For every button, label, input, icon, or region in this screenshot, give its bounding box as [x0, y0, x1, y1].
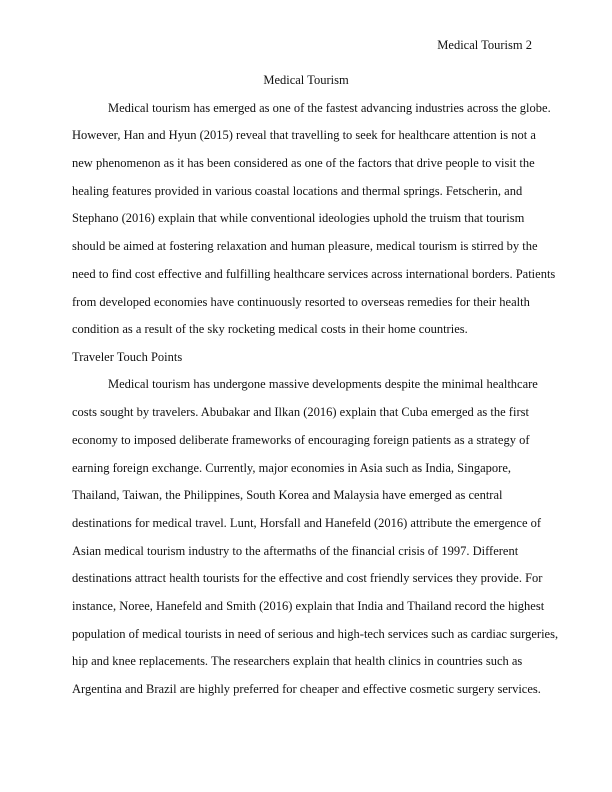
- paragraph-2-line: population of medical tourists in need of serious and high-tech services such as cardiac surgeries,: [72, 627, 559, 641]
- paragraph-1-line: However, Han and Hyun (2015) reveal that travelling to seek for healthcare attention is not a: [72, 128, 536, 142]
- paragraph-2-line: Thailand, Taiwan, the Philippines, South Korea and Malaysia have emerged as central: [72, 488, 503, 502]
- paragraph-2-line: instance, Noree, Hanefeld and Smith (2016) explain that India and Thailand record the highest: [72, 599, 545, 613]
- paragraph-2-line: economy to imposed deliberate frameworks of encouraging foreign patients as a strategy of: [72, 433, 530, 447]
- paragraph-2-line: costs sought by travelers. Abubakar and Ilkan (2016) explain that Cuba emerged as the first: [72, 405, 529, 419]
- section-heading: Traveler Touch Points: [72, 350, 183, 364]
- paragraph-1-line: need to find cost effective and fulfilling healthcare services across international borders. Patients: [72, 267, 556, 281]
- paragraph-1-line: should be aimed at fostering relaxation and human pleasure, medical tourism is stirred by the: [72, 239, 538, 253]
- paragraph-1-line: condition as a result of the sky rocketing medical costs in their home countries.: [72, 322, 468, 336]
- paragraph-1-line: from developed economies have continuously resorted to overseas remedies for their health: [72, 295, 530, 309]
- paragraph-2-line: destinations for medical travel. Lunt, Horsfall and Hanefeld (2016) attribute the emergence of: [72, 516, 542, 530]
- paragraph-2-line: Medical tourism has undergone massive developments despite the minimal healthcare: [108, 377, 538, 391]
- document-title: Medical Tourism: [263, 73, 349, 87]
- paragraph-1-line: Stephano (2016) explain that while conventional ideologies uphold the truism that tourism: [72, 211, 525, 225]
- paragraph-1-line: healing features provided in various coastal locations and thermal springs. Fetscherin, and: [72, 184, 523, 198]
- paragraph-2-line: Argentina and Brazil are highly preferred for cheaper and effective cosmetic surgery services.: [72, 682, 541, 696]
- paragraph-2-line: Asian medical tourism industry to the aftermaths of the financial crisis of 1997. Different: [72, 544, 519, 558]
- paragraph-2-line: destinations attract health tourists for the effective and cost friendly services they provide. For: [72, 571, 543, 585]
- paragraph-1-line: new phenomenon as it has been considered as one of the factors that drive people to visit the: [72, 156, 535, 170]
- paragraph-1-line: Medical tourism has emerged as one of the fastest advancing industries across the globe.: [108, 101, 551, 115]
- paragraph-2-line: hip and knee replacements. The researchers explain that health clinics in countries such as: [72, 654, 523, 668]
- paragraph-2-line: earning foreign exchange. Currently, major economies in Asia such as India, Singapore,: [72, 461, 511, 475]
- running-head: Medical Tourism 2: [437, 38, 532, 52]
